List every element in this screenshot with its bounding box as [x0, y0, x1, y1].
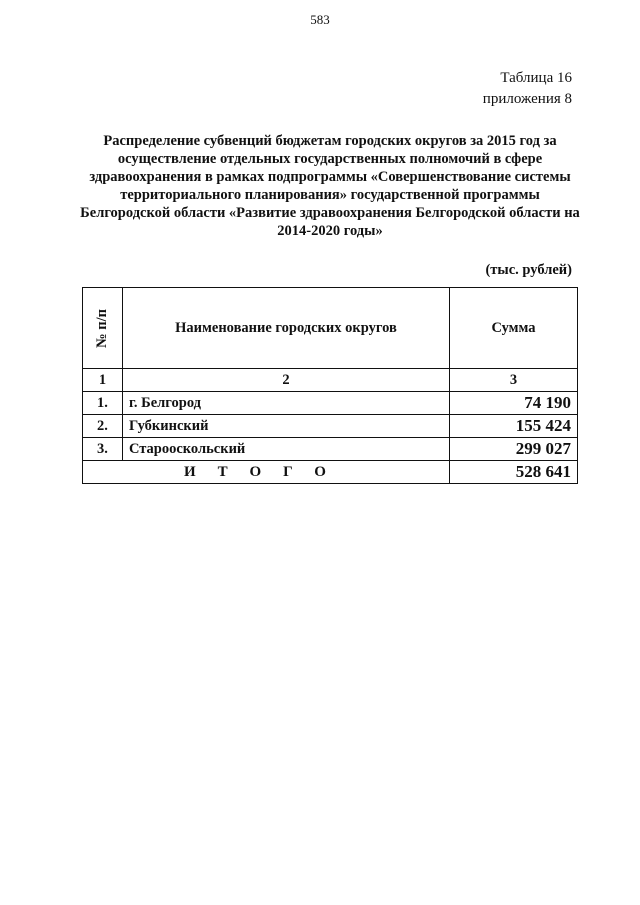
district-name: Старооскольский — [122, 438, 449, 461]
header-number: № п/п — [83, 288, 123, 369]
table-label: Таблица 16 — [500, 70, 572, 86]
page-number: 583 — [310, 12, 330, 27]
column-numbers-row — [83, 369, 578, 392]
subsidy-table — [82, 287, 578, 484]
row-number: 2. — [83, 415, 123, 438]
row-number: 1. — [83, 392, 123, 415]
document-title: Распределение субвенций бюджетам городских округов за 2015 год за осуществление отдельных государственных полномочий в сфере здравоохранения в рамках подпрограммы «Совершенствование системы территориального планирования» государственной программы Белгородской области «Развитие здравоохранения Белгородской области на 2014-2020 годы» — [80, 133, 580, 239]
column-number: 1 — [83, 369, 123, 392]
amount-cell: 299 027 — [450, 438, 578, 461]
table-header-row — [83, 288, 578, 369]
total-amount: 528 641 — [450, 461, 578, 484]
row-number: 3. — [83, 438, 123, 461]
total-label: ИТОГО — [83, 461, 450, 484]
column-number: 2 — [122, 369, 449, 392]
table-row — [83, 438, 578, 461]
table-row — [83, 392, 578, 415]
amount-cell: 74 190 — [450, 392, 578, 415]
amount-cell: 155 424 — [450, 415, 578, 438]
appendix-label: приложения 8 — [482, 91, 572, 107]
table-row — [83, 415, 578, 438]
unit-label: (тыс. рублей) — [485, 262, 572, 278]
district-name: Губкинский — [122, 415, 449, 438]
column-number: 3 — [450, 369, 578, 392]
total-row — [83, 461, 578, 484]
district-name: г. Белгород — [122, 392, 449, 415]
table-reference — [483, 68, 572, 110]
header-name: Наименование городских округов — [122, 288, 449, 369]
header-sum: Сумма — [450, 288, 578, 369]
